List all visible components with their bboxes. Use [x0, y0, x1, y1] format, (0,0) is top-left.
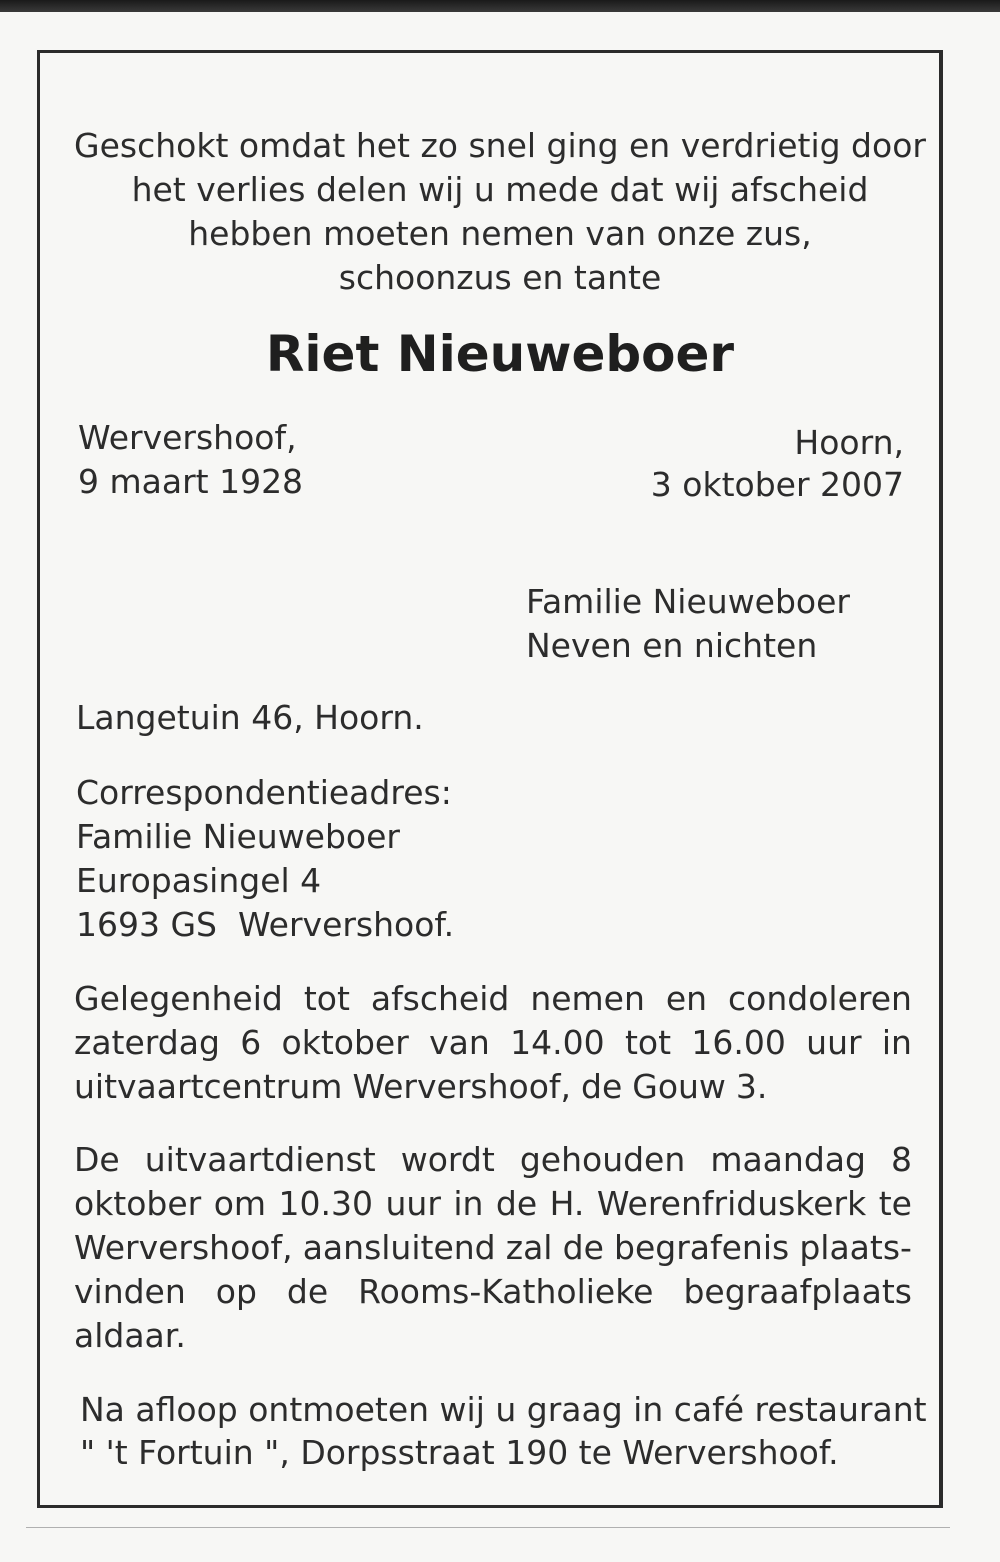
word: uur — [385, 1184, 441, 1223]
word: 6 — [240, 1023, 262, 1062]
word: in — [453, 1184, 484, 1223]
word: H. — [549, 1184, 585, 1223]
home-address: Langetuin 46, Hoorn. — [76, 698, 424, 737]
word: de — [286, 1272, 329, 1311]
scan-top-edge — [0, 0, 1000, 12]
word: de — [562, 1228, 604, 1267]
word: afscheid — [370, 979, 510, 1018]
word: en — [665, 979, 708, 1018]
condolence-line — [74, 977, 912, 1021]
word: vinden — [74, 1272, 186, 1311]
word: oktober — [74, 1184, 202, 1223]
intro-line: hebben moeten nemen van onze zus, — [188, 214, 812, 253]
word: tot — [624, 1023, 672, 1062]
word: Werenfriduskerk — [596, 1184, 867, 1223]
funeral-line — [74, 1226, 912, 1270]
word: nemen — [530, 979, 645, 1018]
word: uitvaartcentrum — [74, 1067, 343, 1106]
birth-place: Wervershoof, — [78, 418, 297, 457]
word: maandag — [710, 1140, 866, 1179]
family-line-2: Neven en nichten — [526, 626, 818, 665]
word: uitvaartdienst — [144, 1140, 376, 1179]
condolence-paragraph — [74, 977, 912, 1109]
birth-date: 9 maart 1928 — [78, 462, 304, 501]
word: op — [215, 1272, 257, 1311]
condolence-line — [74, 1065, 912, 1109]
word: aansluitend — [302, 1228, 496, 1267]
word: 16.00 — [691, 1023, 786, 1062]
word: 14.00 — [510, 1023, 605, 1062]
word: de — [495, 1184, 538, 1223]
word: Wervershoof, — [352, 1067, 571, 1106]
condolence-line — [74, 1021, 912, 1065]
word: Gouw — [632, 1067, 726, 1106]
word: 8 — [890, 1140, 912, 1179]
death-place: Hoorn, — [794, 423, 904, 462]
intro-line: het verlies delen wij u mede dat wij afscheid — [131, 170, 869, 209]
deceased-name: Riet Nieuweboer — [265, 325, 735, 383]
intro-text — [60, 124, 940, 300]
word: zaterdag — [74, 1023, 220, 1062]
word: 3. — [735, 1067, 768, 1106]
word: Rooms-Katholieke — [358, 1272, 654, 1311]
funeral-paragraph — [74, 1138, 912, 1358]
correspondence-name: Familie Nieuweboer — [76, 817, 400, 856]
funeral-line — [74, 1138, 912, 1182]
word: 10.30 — [278, 1184, 374, 1223]
word: de — [581, 1067, 623, 1106]
word: om — [213, 1184, 267, 1223]
word: tot — [303, 979, 350, 1018]
word: begraafplaats — [683, 1272, 912, 1311]
word: uur — [806, 1023, 862, 1062]
correspondence-street: Europasingel 4 — [76, 861, 322, 900]
death-date: 3 oktober 2007 — [650, 465, 904, 504]
word: Gelegenheid — [74, 979, 283, 1018]
bottom-edge-line — [26, 1527, 950, 1528]
word: te — [878, 1184, 912, 1223]
intro-line: Geschokt omdat het zo snel ging en verdrietig door — [74, 126, 926, 165]
word: van — [429, 1023, 490, 1062]
word: oktober — [281, 1023, 409, 1062]
word: condoleren — [728, 979, 912, 1018]
word: De — [74, 1140, 120, 1179]
closing-line-1: Na afloop ontmoeten wij u graag in café restaurant — [80, 1390, 927, 1429]
correspondence-city: 1693 GS Wervershoof. — [76, 905, 455, 944]
funeral-line — [74, 1182, 912, 1226]
word: plaats- — [799, 1228, 912, 1267]
word: in — [881, 1023, 912, 1062]
word: begrafenis — [614, 1228, 790, 1267]
word: aldaar. — [74, 1316, 186, 1355]
correspondence-label: Correspondentieadres: — [76, 773, 452, 812]
intro-line: schoonzus en tante — [338, 258, 662, 297]
word: zal — [505, 1228, 553, 1267]
funeral-line — [74, 1314, 912, 1358]
word: wordt — [400, 1140, 495, 1179]
family-line-1: Familie Nieuweboer — [526, 582, 850, 621]
closing-line-2: " 't Fortuin ", Dorpsstraat 190 te Wervershoof. — [80, 1433, 839, 1472]
word: Wervershoof, — [74, 1228, 293, 1267]
funeral-line — [74, 1270, 912, 1314]
word: gehouden — [519, 1140, 686, 1179]
